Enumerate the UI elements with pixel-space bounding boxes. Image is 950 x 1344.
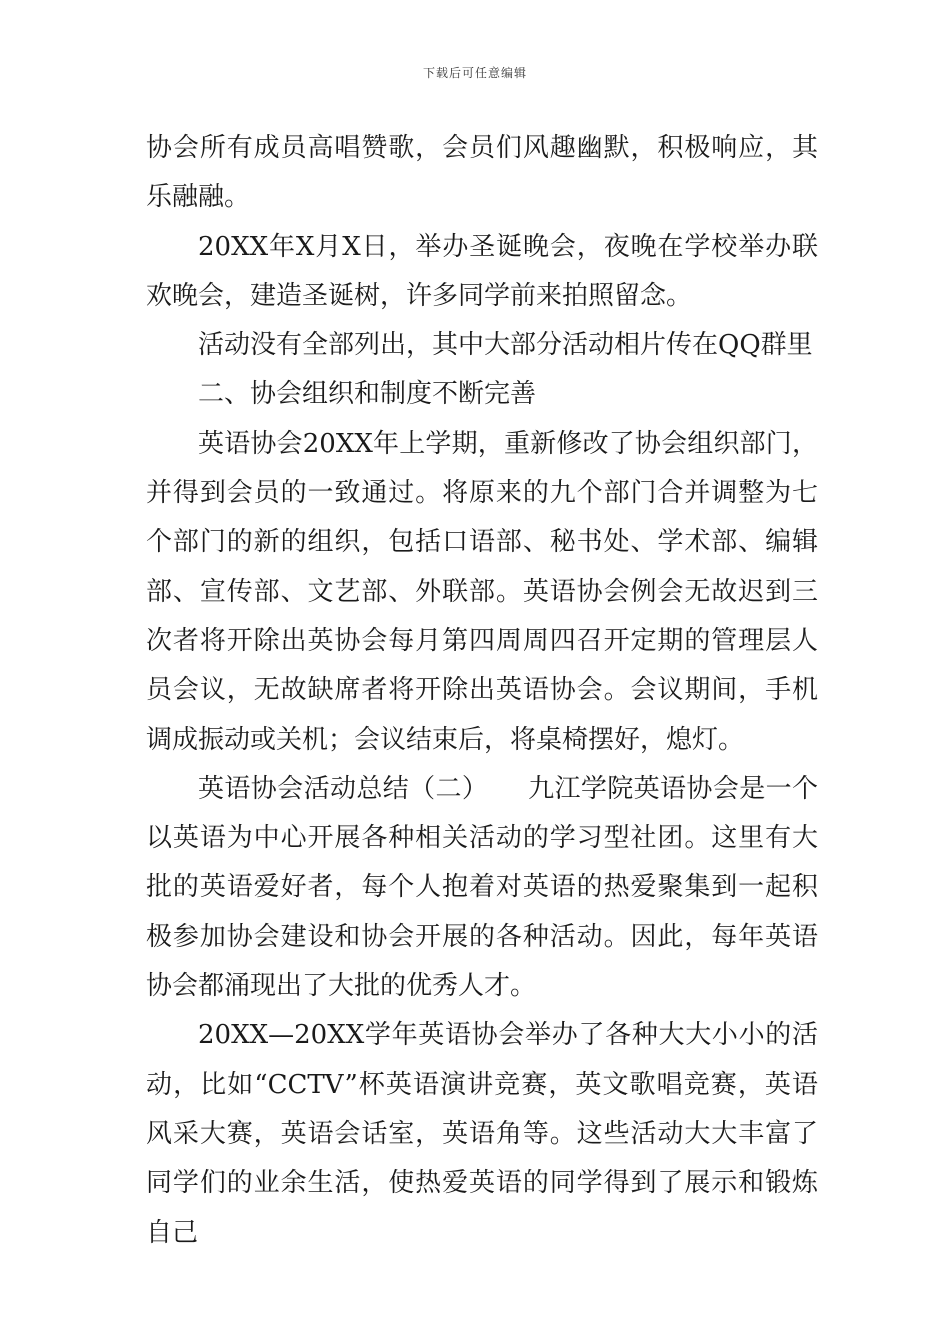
page-header: 下载后可任意编辑	[422, 66, 527, 80]
document-body	[146, 124, 818, 1258]
paragraph-2: 20XX年X月X日，举办圣诞晚会，夜晚在学校举办联欢晚会，建造圣诞树，许多同学前来拍照留念。	[146, 231, 818, 311]
paragraph-3: 活动没有全部列出，其中大部分活动相片传在QQ群里	[198, 330, 813, 361]
paragraph-5: 英语协会活动总结（二） 九江学院英语协会是一个以英语为中心开展各种相关活动的学习型社团。这里有大批的英语爱好者，每个人抱着对英语的热爱聚集到一起积极参加协会建设和协会开展的各种活动。因此，每年英语协会都涌现出了大批的优秀人才。	[146, 773, 818, 1002]
paragraph-1: 协会所有成员高唱赞歌，会员们风趣幽默，积极响应，其乐融融。	[146, 133, 818, 213]
paragraph-4: 英语协会20XX年上学期，重新修改了协会组织部门，并得到会员的一致通过。将原来的九个部门合并调整为七个部门的新的组织，包括口语部、秘书处、学术部、编辑部、宣传部、文艺部、外联部。英语协会例会无故迟到三次者将开除出英协会每月第四周周四召开定期的管理层人员会议，无故缺席者将开除出英语协会。会议期间，手机调成振动或关机；会议结束后，将桌椅摆好，熄灯。	[146, 428, 818, 755]
section-heading: 二、协会组织和制度不断完善	[198, 379, 537, 410]
paragraph-6: 20XX—20XX学年英语协会举办了各种大大小小的活动，比如“CCTV”杯英语演讲竞赛，英文歌唱竞赛，英语风采大赛，英语会话室，英语角等。这些活动大大丰富了同学们的业余生活，使热爱英语的同学得到了展示和锻炼自己	[146, 1020, 818, 1248]
